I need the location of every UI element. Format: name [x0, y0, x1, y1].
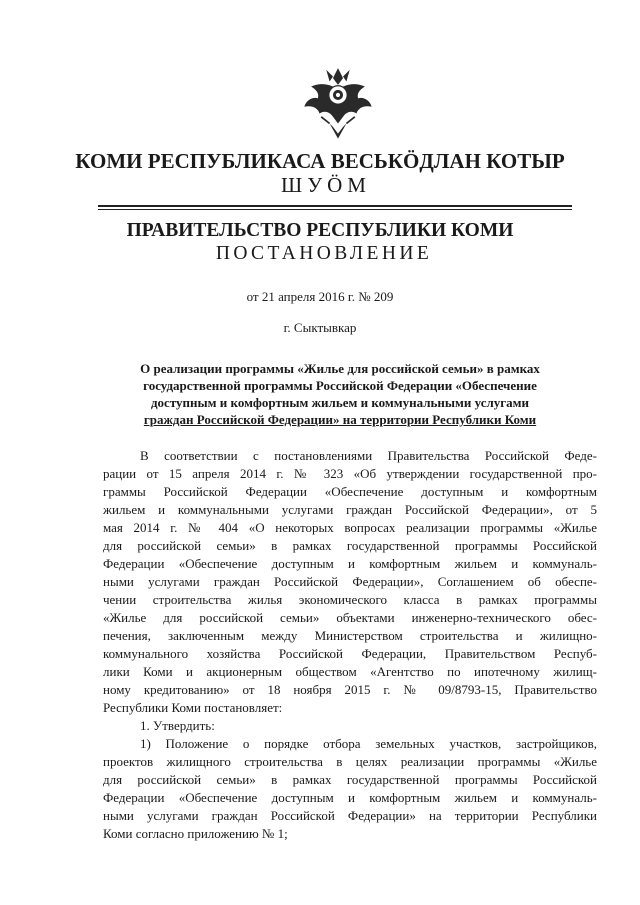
- body-line: чении строительства жилья экономического класса в рамках программы: [103, 592, 597, 607]
- header-rule-thick: [98, 205, 572, 207]
- body-line: В соответствии с постановлениями Правительства Российской Феде-: [140, 448, 597, 463]
- russian-document-type: ПОСТАНОВЛЕНИЕ: [215, 243, 433, 264]
- body-line: для российской семьи» в рамках государственной программы Российской: [103, 538, 597, 553]
- document-date-number: от 21 апреля 2016 г. № 209: [246, 289, 394, 304]
- body-line: коммунального хозяйства Российской Федерации, Правительством Респуб-: [103, 646, 597, 661]
- title-line: государственной программы Российской Федерации «Обеспечение: [143, 378, 537, 393]
- body-line: лики Коми и акционерным обществом «Агентство по ипотечному жилищ-: [103, 664, 597, 679]
- body-line: для российской семьи» в рамках государственной программы Российской: [103, 772, 597, 787]
- document-city: г. Сыктывкар: [283, 320, 357, 335]
- title-line: О реализации программы «Жилье для российской семьи» в рамках: [140, 361, 540, 376]
- body-line: 1) Положение о порядке отбора земельных участков, застройщиков,: [140, 736, 597, 751]
- body-line: Федерации «Обеспечение доступным и комфортным жильем и коммуналь-: [103, 790, 597, 805]
- body-line: печения, заключенным между Министерством строительства и жилищно-: [103, 628, 597, 643]
- body-line: жильем и коммунальными услугами граждан Российской Федерации», от 5: [103, 502, 597, 517]
- komi-coat-of-arms-icon: [296, 58, 380, 142]
- body-line: рации от 15 апреля 2014 г. № 323 «Об утверждении государственной про-: [103, 466, 597, 481]
- header-rule-thin: [98, 209, 572, 210]
- body-line: ными услугами граждан Российской Федерации», Соглашением об обеспе-: [103, 574, 597, 589]
- title-line: граждан Российской Федерации» на территории Республики Коми: [143, 412, 537, 427]
- komi-document-type: ШУӦМ: [281, 173, 371, 197]
- title-line: доступным и комфортным жильем и коммунальными услугами: [150, 395, 530, 410]
- body-line: мая 2014 г. № 404 «О некоторых вопросах реализации программы «Жилье: [103, 520, 597, 535]
- body-line: проектов жилищного строительства в целях реализации программы «Жилье: [103, 754, 597, 769]
- russian-government-name: ПРАВИТЕЛЬСТВО РЕСПУБЛИКИ КОМИ: [126, 220, 514, 241]
- body-line: Республики Коми постановляет:: [103, 700, 283, 715]
- body-line: 1. Утвердить:: [140, 718, 215, 733]
- document-title: [100, 360, 580, 428]
- body-line: граммы Российской Федерации «Обеспечение доступным и комфортным: [103, 484, 597, 499]
- body-line: Коми согласно приложению № 1;: [103, 826, 288, 841]
- body-line: Федерации «Обеспечение доступным и комфортным жильем и коммуналь-: [103, 556, 597, 571]
- body-line: ными услугами граждан Российской Федерации» на территории Республики: [103, 808, 597, 823]
- body-line: ному кредитованию» от 18 ноября 2015 г. № 09/8793-15, Правительство: [103, 682, 597, 697]
- body-line: «Жилье для российской семьи» объектами инженерно-технического обес-: [103, 610, 597, 625]
- komi-government-name: КОМИ РЕСПУБЛИКАСА ВЕСЬКӦДЛАН КОТЫР: [75, 149, 565, 173]
